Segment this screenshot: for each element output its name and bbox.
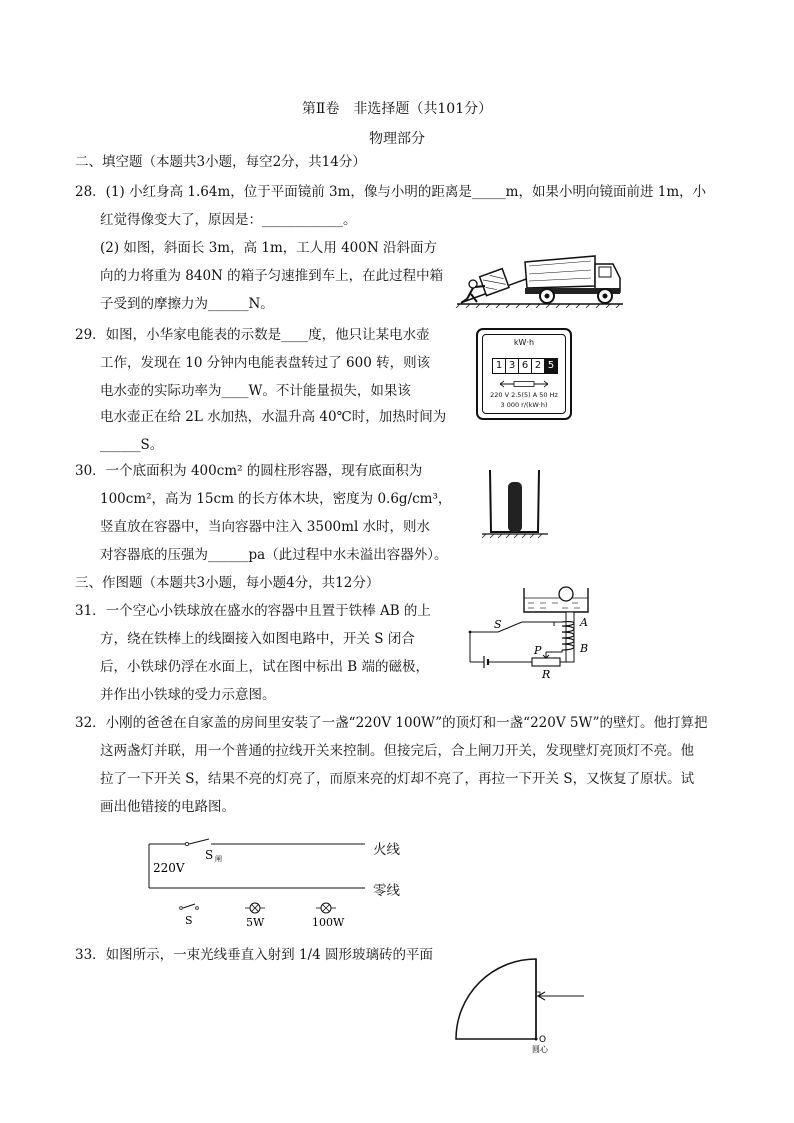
- main-switch-sub-label: 闸: [215, 855, 222, 863]
- q28-line3: (2) 如图，斜面长 3m，高 1m，工人用 400N 沿斜面方: [100, 240, 437, 256]
- q28-line4: 向的力将重为 840N 的箱子匀速推到车上，在此过程中箱: [100, 268, 444, 284]
- q29-line4: 电水壶正在给 2L 水加热，水温升高 40℃时，加热时间为: [100, 409, 447, 425]
- meter-spec-constant: 3 000 r/(kW·h): [500, 401, 548, 409]
- label-b: B: [580, 642, 589, 655]
- q32-line2: 这两盏灯并联，用一个普通的拉线开关来控制。但接完后，合上闸刀开关，发现壁灯亮顶灯不亮。他: [100, 743, 694, 759]
- iron-ball: [559, 587, 573, 601]
- voltage-label: 220V: [153, 861, 185, 875]
- switch-lever: [498, 622, 522, 632]
- meter-disc-indicator: [500, 380, 548, 388]
- q29-line5: ______S。: [100, 437, 164, 453]
- meter-spec-rating: 220 V 2.5(5) A 50 Hz: [490, 391, 558, 399]
- q32-line3: 拉了一下开关 S，结果不亮的灯亮了，而原来亮的灯却不亮了，再拉一下开关 S，又恢复了原状。试: [100, 771, 695, 787]
- lamp-5w: [245, 903, 265, 913]
- truck-ramp-figure: [455, 244, 625, 308]
- q31-line4: 并作出小铁球的受力示意图。: [100, 687, 276, 703]
- q30-line1: 30．一个底面积为 400cm² 的圆柱形容器，现有底面积为: [75, 463, 423, 479]
- q28-line2: 红觉得像变大了，原因是：____________。: [100, 212, 357, 228]
- switch-s-label: S: [185, 914, 193, 927]
- meter-digit: 1: [492, 358, 506, 374]
- q29-line1: 29．如图，小华家电能表的示数是____度，他只让某电水壶: [75, 327, 430, 343]
- electric-meter: [476, 328, 572, 420]
- container-block-figure: [480, 462, 550, 540]
- q30-line4: 对容器底的压强为______pa（此过程中水未溢出容器外）。: [100, 547, 448, 563]
- q30-line3: 竖直放在容器中，当向容器中注入 3500ml 水时，则水: [100, 519, 431, 535]
- q29-line3: 电水壶的实际功率为____W。不计能量损失，如果该: [100, 383, 411, 399]
- label-r: R: [542, 668, 551, 680]
- meter-digit: 3: [506, 358, 519, 374]
- label-o: O: [539, 1035, 547, 1045]
- label-p: P: [534, 644, 542, 657]
- label-a: A: [580, 616, 588, 629]
- meter-digit: 6: [519, 358, 532, 374]
- paper-title: 第Ⅱ卷 非选择题（共101分）: [301, 101, 493, 117]
- lamp-100w: [316, 903, 336, 913]
- label-circle-center: 圆心: [532, 1045, 548, 1054]
- q31-line3: 后，小铁球仍浮在水面上，试在图中标出 B 端的磁极，: [100, 659, 430, 675]
- lamp-5w-label: 5W: [246, 916, 265, 929]
- quarter-circle-glass-figure: [448, 955, 588, 1059]
- lamp-100w-label: 100W: [312, 916, 345, 929]
- electromagnet-circuit-figure: [462, 582, 604, 680]
- q29-line2: 工作，发现在 10 分钟内电能表盘转过了 600 转，则该: [100, 355, 431, 371]
- q32-line4: 画出他错接的电路图。: [100, 799, 235, 815]
- q28-line1: 28．(1) 小红身高 1.64m，位于平面镜前 3m，像与小明的距离是_____m，如果小明向镜面前进 1m，小: [75, 184, 707, 200]
- main-switch-label: S: [205, 848, 214, 862]
- q31-line1: 31．一个空心小铁球放在盛水的容器中且置于铁棒 AB 的上: [75, 603, 431, 619]
- live-wire-label: 火线: [373, 842, 400, 858]
- label-s: S: [494, 618, 502, 631]
- q33-line1: 33．如图所示，一束光线垂直入射到 1/4 圆形玻璃砖的平面: [75, 947, 433, 963]
- section-subtitle: 物理部分: [369, 131, 425, 147]
- meter-digit: 2: [532, 358, 545, 374]
- q30-line2: 100cm²，高为 15cm 的长方体木块，密度为 0.6g/cm³，: [100, 491, 452, 507]
- section-heading-fill: 二、填空题（本题共3小题，每空2分，共14分）: [75, 154, 366, 170]
- meter-digit-decimal: 5: [545, 358, 558, 374]
- section-heading-drawing: 三、作图题（本题共3小题，每小题4分，共12分）: [75, 575, 380, 591]
- q28-line5: 子受到的摩擦力为______N。: [100, 296, 274, 312]
- q31-line2: 方，绕在铁棒上的线圈接入如图电路中，开关 S 闭合: [100, 631, 415, 647]
- meter-digits: [492, 358, 558, 374]
- neutral-wire-label: 零线: [373, 883, 400, 899]
- q32-line1: 32．小刚的爸爸在自家盖的房间里安装了一盏“220V 100W”的顶灯和一盏“220V 5W”的壁灯。他打算把: [75, 715, 708, 731]
- meter-unit: kW·h: [513, 338, 535, 347]
